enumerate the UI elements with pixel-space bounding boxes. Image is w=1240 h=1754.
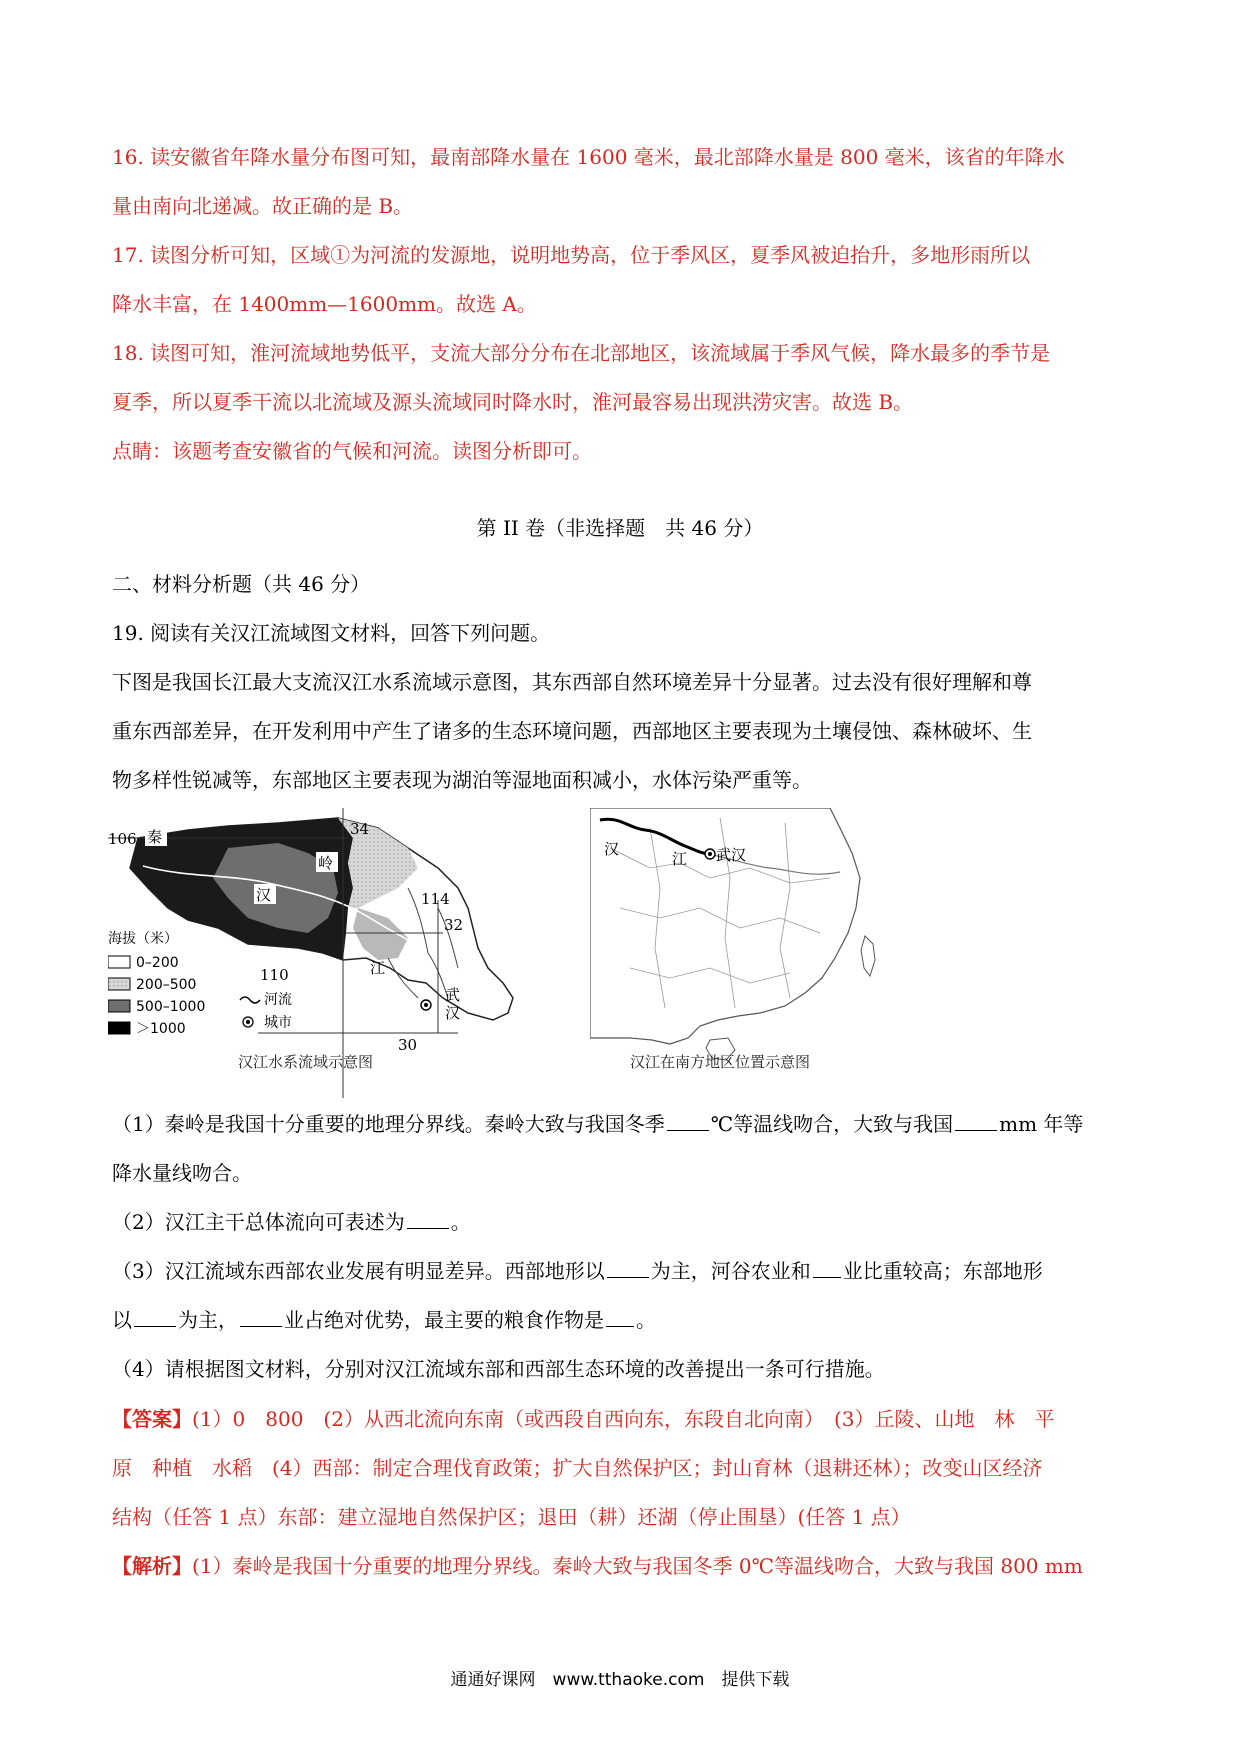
label-han2: 汉 [445,1004,461,1022]
analysis-tag: 【解析】 [112,1554,192,1578]
part-1-line1: （1）秦岭是我国十分重要的地理分界线。秦岭大致与我国冬季 ℃等温线吻合，大致与我国 mm 年等 [112,1112,1084,1136]
part-1-line2: 降水量线吻合。 [112,1161,252,1185]
material-line3: 物多样性锐减等，东部地区主要表现为湖泊等湿地面积减小，水体污染严重等。 [112,768,812,792]
coastline [590,808,860,1044]
taiwan [861,936,875,976]
question-19-parts [112,1100,1132,1394]
q17-line1: 17. 读图分析可知，区域①为河流的发源地，说明地势高，位于季风区，夏季风被迫抬升，多地形雨所以 [112,243,1031,267]
material-line2: 重东西部差异，在开发利用中产生了诸多的生态环境问题，西部地区主要表现为土壤侵蚀、森林破坏、生 [112,719,1032,743]
blank-3-5 [606,1308,634,1327]
tip-line: 点睛：该题考查安徽省的气候和河流。读图分析即可。 [112,439,592,463]
label-qin: 秦 [147,828,163,846]
coord-30: 30 [398,1036,418,1054]
figure2-caption: 汉江在南方地区位置示意图 [630,1053,811,1071]
answer-line1: 【答案】(1）0 800 (2）从西北流向东南（或西段自西向东，东段自北向南） (3）丘陵、山地 林 平 [112,1407,1055,1431]
answer-tag: 【答案】 [112,1407,192,1431]
q16-line1: 16. 读安徽省年降水量分布图可知，最南部降水量在 1600 毫米，最北部降水量是 800 毫米，该省的年降水 [112,145,1065,169]
label-ling: 岭 [318,854,334,872]
part-3-line2: 以 为主， 业占绝对优势，最主要的粮食作物是 。 [112,1308,656,1332]
blank-3-4 [240,1308,282,1327]
blank-3-2 [813,1259,841,1278]
legend-title: 海拔（米） [108,931,178,947]
label-wuhan: 武汉 [716,846,747,864]
q17-line2: 降水丰富，在 1400mm—1600mm。故选 A。 [112,292,537,316]
legend-item-2: 200–500 [136,977,197,993]
answer-line3: 结构（任答 1 点）东部：建立湿地自然保护区；退田（耕）还湖（停止围垦）(任答 1 点） [112,1505,911,1529]
coord-106: 106 [108,830,137,848]
analysis-line1: 【解析】(1）秦岭是我国十分重要的地理分界线。秦岭大致与我国冬季 0℃等温线吻合，大致与我国 800 mm [112,1554,1083,1578]
label-han: 汉 [604,840,620,858]
q19-stem: 19. 阅读有关汉江流域图文材料，回答下列问题。 [112,621,551,645]
legend-item-3: 500–1000 [136,999,206,1015]
legend-item-4: ＞1000 [136,1021,186,1037]
legend-swatch-over-1000 [108,1022,130,1034]
blank-1-2 [955,1112,997,1131]
legend-swatch-200-500 [108,978,130,990]
legend-river-icon [240,997,260,1003]
legend-swatch-0-200 [108,956,130,968]
label-jiang: 江 [672,850,688,868]
blank-3-1 [607,1259,649,1278]
legend-city: 城市 [264,1015,292,1031]
part-4: （4）请根据图文材料，分别对汉江流域东部和西部生态环境的改善提出一条可行措施。 [112,1357,885,1381]
coord-34: 34 [350,820,370,838]
answer-block [112,1395,1132,1591]
coord-32: 32 [444,916,464,934]
blank-3-3 [134,1308,176,1327]
q18-line2: 夏季，所以夏季干流以北流域及源头流域同时降水时，淮河最容易出现洪涝灾害。故选 B。 [112,390,914,414]
answer-line2: 原 种植 水稻 (4）西部：制定合理伐育政策；扩大自然保护区；封山育林（退耕还林）；改变山区经济 [112,1456,1043,1480]
legend-river: 河流 [264,992,292,1008]
q16-line2: 量由南向北递减。故正确的是 B。 [112,194,414,218]
legend-swatch-500-1000 [108,1000,130,1012]
part-2: （2）汉江主干总体流向可表述为 。 [112,1210,471,1234]
volume-title: 第 II 卷（非选择题 共 46 分） [476,516,764,540]
label-wu: 武 [445,986,461,1004]
part-title: 二、材料分析题（共 46 分） [112,572,371,596]
explanation-16-18 [112,133,1132,476]
q18-line1: 18. 读图可知，淮河流域地势低平，支流大部分分布在北部地区，该流域属于季风气候，降水最多的季节是 [112,341,1051,365]
page-footer: 通通好课网 www.tthaoke.com 提供下载 [450,1670,790,1690]
blank-1-1 [667,1112,709,1131]
blank-2-1 [407,1210,449,1229]
coord-110: 110 [260,966,289,984]
coord-114: 114 [421,890,450,908]
material-line1: 下图是我国长江最大支流汉江水系流域示意图，其东西部自然环境差异十分显著。过去没有很好理解和尊 [112,670,1032,694]
label-jiang: 江 [370,959,386,977]
figure1-caption: 汉江水系流域示意图 [238,1053,374,1071]
part-3-line1: （3）汉江流域东西部农业发展有明显差异。西部地形以 为主，河谷农业和 业比重较高；东部地形 [112,1259,1043,1283]
legend-item-1: 0–200 [136,955,179,971]
label-han: 汉 [256,886,272,904]
question-19-text [112,560,1132,805]
